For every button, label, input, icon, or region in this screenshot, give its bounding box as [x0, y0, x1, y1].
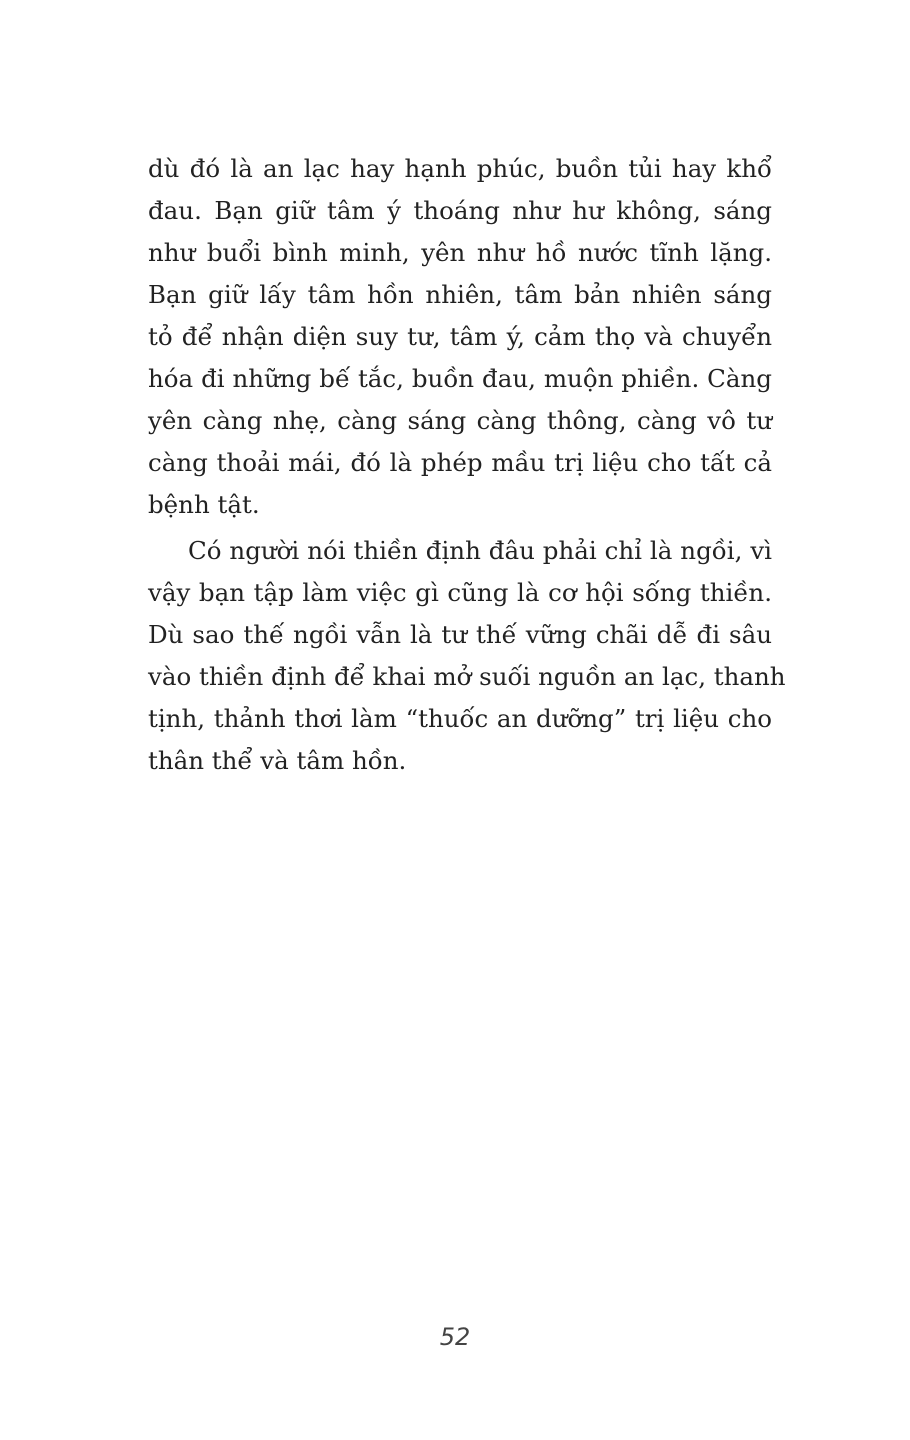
text-line: như buổi bình minh, yên như hồ nước tĩnh lặng.	[148, 238, 772, 267]
text-line: Có người nói thiền định đâu phải chỉ là ngồi, vì	[188, 536, 772, 565]
text-line: bệnh tật.	[148, 490, 260, 519]
text-line: tịnh, thảnh thơi làm “thuốc an dưỡng” trị liệu cho	[148, 704, 772, 733]
text-line: dù đó là an lạc hay hạnh phúc, buồn tủi hay khổ	[148, 154, 772, 183]
paragraph-1	[148, 148, 772, 526]
text-line: càng thoải mái, đó là phép mầu trị liệu cho tất cả	[148, 448, 772, 477]
text-line: Dù sao thế ngồi vẫn là tư thế vững chãi dễ đi sâu	[148, 620, 772, 649]
text-line: thân thể và tâm hồn.	[148, 746, 407, 775]
paragraph-2	[148, 530, 786, 782]
text-line: vào thiền định để khai mở suối nguồn an lạc, thanh	[148, 662, 786, 691]
text-line: Bạn giữ lấy tâm hồn nhiên, tâm bản nhiên sáng	[148, 280, 772, 309]
text-line: hóa đi những bế tắc, buồn đau, muộn phiền. Càng	[148, 364, 772, 393]
text-line: tỏ để nhận diện suy tư, tâm ý, cảm thọ và chuyển	[148, 322, 772, 351]
body-text	[148, 148, 786, 782]
text-line: đau. Bạn giữ tâm ý thoáng như hư không, sáng	[148, 196, 772, 225]
page-number: 52	[439, 1323, 471, 1351]
text-line: vậy bạn tập làm việc gì cũng là cơ hội sống thiền.	[148, 578, 772, 607]
text-line: yên càng nhẹ, càng sáng càng thông, càng vô tư	[148, 406, 772, 435]
